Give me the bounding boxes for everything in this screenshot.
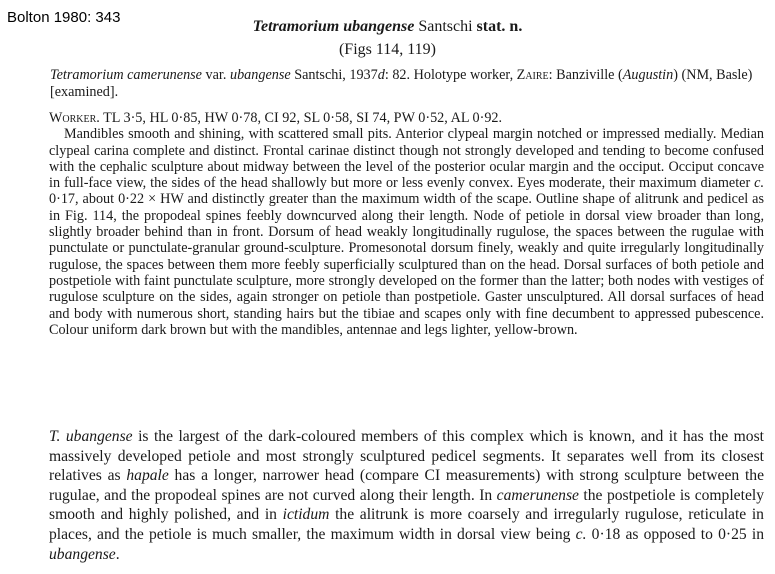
caste-label: Worker [49,110,97,126]
description-text: Mandibles smooth and shining, with scattered small pits. Anterior clypeal margin notched or impressed medially. Median clypeal carina complete and distinct. Frontal carinae distinct though not strongly developed and tending to become confused with the cephalic sculpture about midway between the level of the posterior ocular margin and the occiput. Occiput concave in full-face view, the sides of the head shallowly but more or less evenly convex. Eyes moderate, their maximum diameter [49,126,764,192]
morphology-text [49,126,764,338]
remarks-text: is the largest of the dark-coloured members of this complex which is known, and it has the most massively developed petiole and most strongly sculptured pedicel segments. It separates well from its closest relatives as [49,428,764,485]
remarks-paragraph [49,427,764,564]
synonymy-paragraph [50,67,762,101]
species-name: ubangense [49,545,116,563]
circa-abbrev: c. [754,175,764,192]
species-author: Santschi [414,18,477,35]
species-heading [0,18,775,36]
remarks-text: has a longer, narrower head (compare CI measurements) with strong sculpture between the rugulae, and the propodeal spines are not curved along their length. In [49,467,764,504]
worker-measurements [49,110,764,126]
variety-name: ubangense [229,67,291,83]
synonym-text: : 82. Holotype worker, [384,67,517,83]
synonym-text: : Banziville ( [548,67,623,83]
species-name: camerunense [496,486,579,504]
species-name: ictidum [282,506,330,524]
page-citation: Bolton 1980: 343 [7,9,121,26]
circa-abbrev: c. [575,525,587,543]
description-text: 0·17, about 0·22 × HW and distinctly greater than the maximum width of the scape. Outline shape of alitrunk and pedicel as in Fig. 114, the propodeal spines feebly downcurved along their length. Node of petiole in dorsal view broader than long, slightly broader behind than in front. Dorsum of head weakly longitudinally rugulose, the spaces between the rugulae with punctulate or punctulate-granular ground-sculpture. Promesonotal dorsum finely, weakly and quite irregularly longitudinally rugulose, the spaces between them more feebly superficially sculptured than on the head. Dorsal surfaces of both petiole and postpetiole with faint punctulate sculpture, more strongly developed on the former than the latter; both nodes with vestiges of rugulose sculpture on the sides, again stronger on petiole than postpetiole. Gaster unsculptured. All dorsal surfaces of head and body with numerous short, standing hairs but the tibiae and scapes only with fine decumbent to appressed pubescence. Colour uniform dark brown but with the mandibles, antennae and legs lighter, yellow-brown. [49,191,764,338]
synonym-text: ) (NM, Basle) [examined]. [50,67,753,100]
species-name: T. ubangense [49,428,133,445]
species-name: hapale [126,467,169,485]
remarks-text: . [115,545,120,563]
status-label: stat. n. [476,18,523,35]
synonym-name: Tetramorium camerunense [50,67,202,83]
collector-name: Augustin [622,67,674,83]
synonym-text: var. [201,67,230,83]
species-name: Tetramorium ubangense [252,18,415,35]
reference-letter: d [377,67,385,83]
measurement-values: . TL 3·5, HL 0·85, HW 0·78, CI 92, SL 0·58, SI 74, PW 0·52, AL 0·92. [96,110,503,126]
synonym-text: Santschi, 1937 [290,67,378,83]
figure-reference: (Figs 114, 119) [338,41,437,58]
worker-description [49,110,764,338]
remarks-text: the postpetiole is completely smooth and highly polished, and in [49,486,764,524]
remarks-text: 0·18 as opposed to 0·25 in [586,525,765,543]
remarks-text: the alitrunk is more coarsely and irregularly rugulose, reticulate in places, and the petiole is much smaller, the maximum width in dorsal view being [49,506,764,543]
country-name: Zaire [516,67,549,83]
